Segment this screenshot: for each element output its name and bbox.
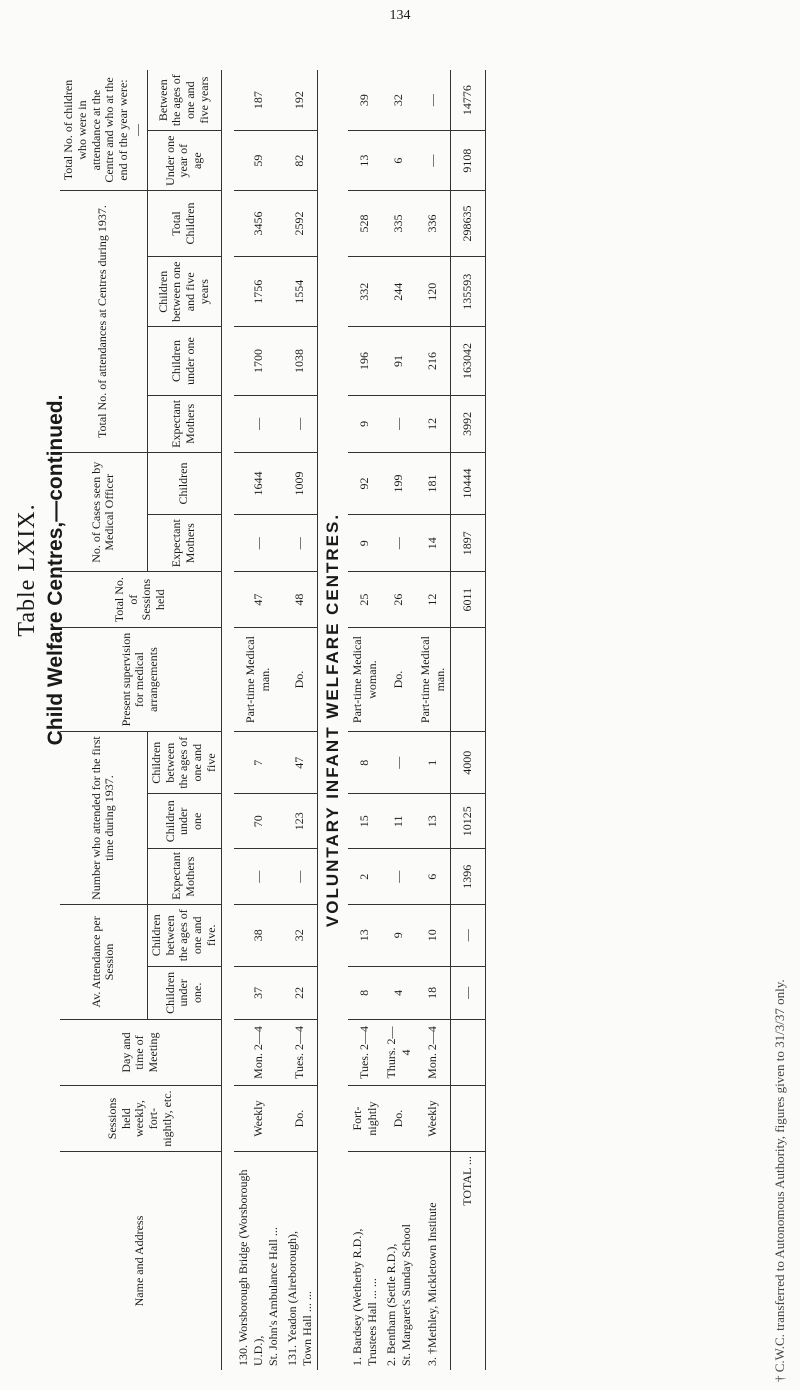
- row-sessions-held: 25: [348, 572, 382, 627]
- row-att-total: 336: [416, 191, 451, 257]
- table-subheading: Child Welfare Centres,—continued.: [44, 394, 67, 746]
- row-sessions-held: 47: [234, 572, 283, 627]
- row-name: 3. †Methley, Mickletown Institute: [416, 1152, 451, 1370]
- row-name: 130. Worsborough Bridge (Worsborough U.D.), St. John's Ambulance Hall ...: [234, 1152, 283, 1370]
- row-att-one-five: 1756: [234, 257, 283, 327]
- row-ft-under-one: 70: [234, 794, 283, 849]
- col-group-attendances: Total No. of attendances at Centres during 1937.: [60, 191, 147, 453]
- total-att-expectant: 3992: [450, 395, 485, 453]
- row-att-under-one: 1038: [283, 327, 318, 395]
- row-att-under-one: 216: [416, 327, 451, 395]
- row-end-one-five: —: [425, 94, 440, 107]
- col-supervision: Present supervision for medical arrangements: [60, 627, 221, 731]
- col-att-under-one: Children under one: [147, 327, 221, 395]
- total-av-under-one: —: [450, 966, 485, 1019]
- row-att-expectant: 12: [416, 395, 451, 453]
- page-number: 134: [389, 8, 411, 23]
- row-supervision: Do.: [283, 627, 318, 731]
- total-att-under-one: 163042: [450, 327, 485, 395]
- total-av-one-five: —: [450, 904, 485, 966]
- row-end-under-one: 6: [382, 131, 416, 191]
- total-att-one-five: 135593: [450, 257, 485, 327]
- table-row: [416, 70, 451, 1370]
- row-mo-children: 181: [416, 453, 451, 515]
- col-sessions-frequency: Sessions held weekly, fort-nightly, etc.: [60, 1086, 221, 1152]
- total-ft-under-one: 10125: [450, 794, 485, 849]
- row-day-time: Tues. 2—4: [348, 1019, 382, 1085]
- row-av-one-five: 9: [382, 904, 416, 966]
- child-welfare-table: [60, 70, 486, 1370]
- total-mo-expectant: 1897: [450, 514, 485, 572]
- row-ft-under-one: 13: [416, 794, 451, 849]
- col-sessions-held: Total No. of Sessions held: [60, 572, 221, 627]
- row-att-expectant: —: [234, 395, 283, 453]
- col-mo-children: Children: [147, 453, 221, 515]
- row-ft-one-five: —: [382, 732, 416, 794]
- row-end-one-five: 32: [391, 94, 406, 107]
- row-mo-expectant: —: [234, 514, 283, 572]
- col-mo-expectant: Expectant Mothers: [147, 514, 221, 572]
- row-att-one-five: 332: [348, 257, 382, 327]
- row-name: 131. Yeadon (Aireborough), Town Hall ... ...: [283, 1152, 318, 1370]
- total-end-one-five: 14776: [450, 70, 485, 131]
- col-av-one-five: Children between the ages of one and five.: [147, 904, 221, 966]
- row-mo-children: 1009: [283, 453, 318, 515]
- row-ft-one-five: 7: [234, 732, 283, 794]
- row-ft-one-five: 1: [416, 732, 451, 794]
- row-ft-under-one: 15: [348, 794, 382, 849]
- row-end-under-one: 59: [234, 131, 283, 191]
- row-ft-under-one: 11: [382, 794, 416, 849]
- row-ft-expectant: 6: [416, 849, 451, 904]
- row-sessions: Weekly: [234, 1086, 283, 1152]
- row-att-under-one: 196: [348, 327, 382, 395]
- row-av-under-one: 22: [283, 966, 318, 1019]
- row-mo-expectant: —: [382, 514, 416, 572]
- row-end-one-five: 187: [250, 91, 265, 110]
- col-group-end-of-year: Total No. of children who were in attendance at the Centre and who at the end of the year were:—: [60, 70, 147, 191]
- row-end-under-one: 82: [283, 131, 318, 191]
- row-av-one-five: 38: [234, 904, 283, 966]
- col-group-first-time: Number who attended for the first time during 1937.: [60, 732, 147, 905]
- col-day-time: Day and time of Meeting: [60, 1019, 221, 1085]
- table-row: [234, 70, 283, 1370]
- row-end-under-one: —: [416, 131, 451, 191]
- row-att-expectant: 9: [348, 395, 382, 453]
- total-sessions-held: 6011: [450, 572, 485, 627]
- table-row: [382, 70, 416, 1370]
- row-ft-under-one: 123: [283, 794, 318, 849]
- footnote: † C.W.C. transferred to Autonomous Authority, figures given to 31/3/37 only.: [772, 979, 787, 1382]
- total-mo-children: 10444: [450, 453, 485, 515]
- row-day-time: Thurs. 2—4: [382, 1019, 416, 1085]
- row-av-under-one: 18: [416, 966, 451, 1019]
- row-name: 1. Bardsey (Wetherby R.D.), Trustees Hall ... ...: [348, 1152, 382, 1370]
- total-row: [450, 70, 485, 1370]
- total-att-total: 298635: [450, 191, 485, 257]
- col-end-under-one: Under one year of age: [147, 131, 221, 191]
- row-att-total: 3456: [234, 191, 283, 257]
- row-ft-expectant: —: [234, 849, 283, 904]
- row-sessions: Do.: [382, 1086, 416, 1152]
- section-title: VOLUNTARY INFANT WELFARE CENTRES.: [317, 70, 348, 1370]
- row-mo-expectant: —: [283, 514, 318, 572]
- row-day-time: Tues. 2—4: [283, 1019, 318, 1085]
- total-end-under-one: 9108: [450, 131, 485, 191]
- row-sessions-held: 12: [416, 572, 451, 627]
- col-av-under-one: Children under one.: [147, 966, 221, 1019]
- col-att-one-five: Children between one and five years: [147, 257, 221, 327]
- row-av-one-five: 32: [283, 904, 318, 966]
- row-end-under-one: 13: [348, 131, 382, 191]
- row-mo-expectant: 14: [416, 514, 451, 572]
- total-label: TOTAL ...: [450, 1152, 485, 1370]
- row-ft-expectant: —: [382, 849, 416, 904]
- row-mo-children: 1644: [234, 453, 283, 515]
- row-att-total: 335: [382, 191, 416, 257]
- row-day-time: Mon. 2—4: [416, 1019, 451, 1085]
- row-ft-expectant: —: [283, 849, 318, 904]
- col-att-total: Total Children: [147, 191, 221, 257]
- row-att-under-one: 91: [382, 327, 416, 395]
- row-supervision: Part-time Medical man.: [234, 627, 283, 731]
- row-supervision: Part-time Medical woman.: [348, 627, 382, 731]
- row-av-under-one: 8: [348, 966, 382, 1019]
- row-att-expectant: —: [283, 395, 318, 453]
- row-av-under-one: 37: [234, 966, 283, 1019]
- col-name-address: Name and Address: [60, 1152, 221, 1370]
- col-group-av-attendance: Av. Attendance per Session: [60, 904, 147, 1019]
- row-att-under-one: 1700: [234, 327, 283, 395]
- row-sessions: Weekly: [416, 1086, 451, 1152]
- row-ft-one-five: 8: [348, 732, 382, 794]
- col-att-expectant: Expectant Mothers: [147, 395, 221, 453]
- row-att-total: 528: [348, 191, 382, 257]
- row-av-one-five: 10: [416, 904, 451, 966]
- row-sessions: Fort-nightly: [348, 1086, 382, 1152]
- row-att-one-five: 244: [382, 257, 416, 327]
- row-att-total: 2592: [283, 191, 318, 257]
- row-mo-children: 92: [348, 453, 382, 515]
- row-supervision: Part-time Medical man.: [416, 627, 451, 731]
- row-ft-expectant: 2: [348, 849, 382, 904]
- row-end-one-five: 192: [292, 91, 307, 110]
- row-supervision: Do.: [382, 627, 416, 731]
- row-sessions: Do.: [283, 1086, 318, 1152]
- row-att-one-five: 120: [416, 257, 451, 327]
- row-mo-expectant: 9: [348, 514, 382, 572]
- table-row: [348, 70, 382, 1370]
- total-ft-expectant: 1396: [450, 849, 485, 904]
- row-av-one-five: 13: [348, 904, 382, 966]
- row-sessions-held: 48: [283, 572, 318, 627]
- total-ft-one-five: 4000: [450, 732, 485, 794]
- col-ft-expectant: Expectant Mothers: [147, 849, 221, 904]
- row-att-one-five: 1554: [283, 257, 318, 327]
- row-sessions-held: 26: [382, 572, 416, 627]
- table-row: [283, 70, 318, 1370]
- table-heading: Table LXIX.: [14, 503, 40, 637]
- row-end-one-five: 39: [357, 94, 372, 107]
- col-end-one-five: Between the ages of one and five years: [147, 70, 221, 131]
- row-att-expectant: —: [382, 395, 416, 453]
- col-group-cases-mo: No. of Cases seen by Medical Officer: [60, 453, 147, 572]
- row-mo-children: 199: [382, 453, 416, 515]
- row-day-time: Mon. 2—4: [234, 1019, 283, 1085]
- row-ft-one-five: 47: [283, 732, 318, 794]
- row-name: 2. Bentham (Settle R.D.), St. Margaret's Sunday School: [382, 1152, 416, 1370]
- col-ft-under-one: Children under one: [147, 794, 221, 849]
- col-ft-one-five: Children between the ages of one and five: [147, 732, 221, 794]
- row-av-under-one: 4: [382, 966, 416, 1019]
